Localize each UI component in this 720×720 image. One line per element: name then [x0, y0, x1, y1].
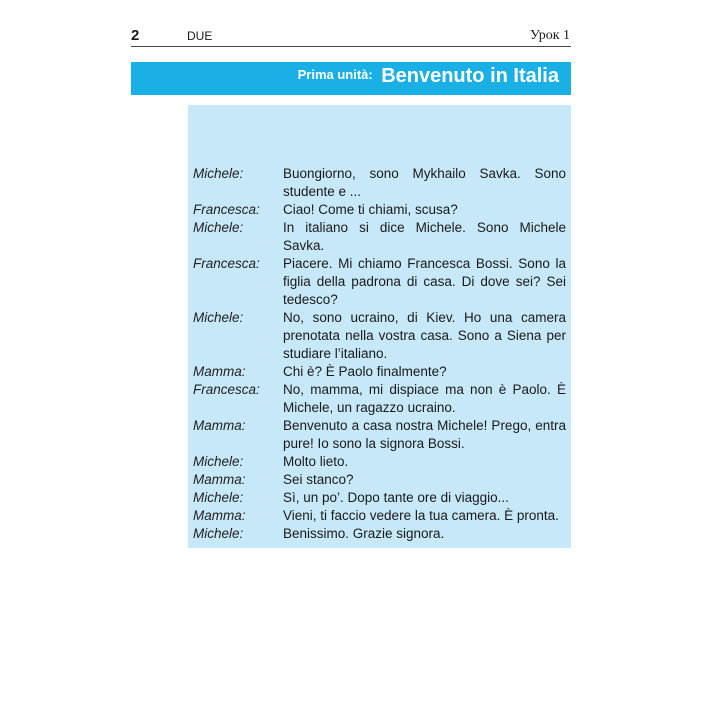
dialog-speaker: Francesca:	[193, 382, 260, 397]
dialog-text: No, mamma, mi dispiace ma non è Paolo. È Michele, un ragazzo ucraino.	[283, 382, 566, 415]
dialog-speaker: Mamma:	[193, 418, 246, 433]
unit-subtitle: Prima unità:	[297, 67, 373, 82]
dialog-speaker: Michele:	[193, 310, 244, 325]
dialog-text: Molto lieto.	[283, 454, 349, 469]
dialog-text: Sei stanco?	[283, 472, 354, 487]
page-number: 2	[131, 27, 140, 44]
dialog-text: Buongiorno, sono Mykhailo Savka. Sono studente e ...	[283, 166, 566, 199]
dialog-line	[193, 255, 566, 309]
dialog-text: Ciao! Come ti chiami, scusa?	[283, 202, 458, 217]
page-number-word: DUE	[187, 29, 213, 43]
dialog-box	[188, 105, 571, 548]
dialog-speaker: Michele:	[193, 220, 244, 235]
dialog-text: Sì, un po’. Dopo tante ore di viaggio...	[283, 490, 509, 505]
dialog-text: Piacere. Mi chiamo Francesca Bossi. Sono la figlia della padrona di casa. Di dove sei? Sei tedesco?	[283, 256, 566, 307]
dialog-line	[193, 525, 566, 543]
dialog-speaker: Mamma:	[193, 364, 246, 379]
dialog-text: No, sono ucraino, di Kiev. Ho una camera prenotata nella vostra casa. Sono a Siena per studiare l’italiano.	[283, 310, 566, 361]
dialog-speaker: Mamma:	[193, 508, 246, 523]
dialog-line	[193, 363, 566, 381]
dialog-text: Benissimo. Grazie signora.	[283, 526, 445, 541]
dialog-text: Chi è? È Paolo finalmente?	[283, 364, 447, 379]
dialog-line	[193, 453, 566, 471]
dialog-text: Vieni, ti faccio vedere la tua camera. È pronta.	[283, 508, 559, 523]
dialog-line	[193, 471, 566, 489]
dialog-speaker: Michele:	[193, 454, 244, 469]
dialog-line	[193, 381, 566, 417]
dialog-speaker: Francesca:	[193, 202, 260, 217]
dialog-line	[193, 309, 566, 363]
unit-banner	[131, 62, 571, 95]
dialog-line	[193, 165, 566, 201]
unit-title: Benvenuto in Italia	[381, 65, 559, 87]
dialog-line	[193, 201, 566, 219]
dialog-speaker: Francesca:	[193, 256, 260, 271]
dialog-line	[193, 417, 566, 453]
dialog-speaker: Michele:	[193, 526, 244, 541]
dialog-speaker: Mamma:	[193, 472, 246, 487]
dialog-line	[193, 507, 566, 525]
page-header	[131, 26, 571, 47]
dialog-speaker: Michele:	[193, 490, 244, 505]
lesson-label: Урок 1	[530, 28, 570, 43]
dialog-text: Benvenuto a casa nostra Michele! Prego, entra pure! Io sono la signora Bossi.	[283, 418, 566, 451]
dialog-speaker: Michele:	[193, 166, 244, 181]
dialog-list	[193, 165, 566, 543]
dialog-text: In italiano si dice Michele. Sono Michele Savka.	[283, 220, 566, 253]
dialog-line	[193, 219, 566, 255]
dialog-line	[193, 489, 566, 507]
